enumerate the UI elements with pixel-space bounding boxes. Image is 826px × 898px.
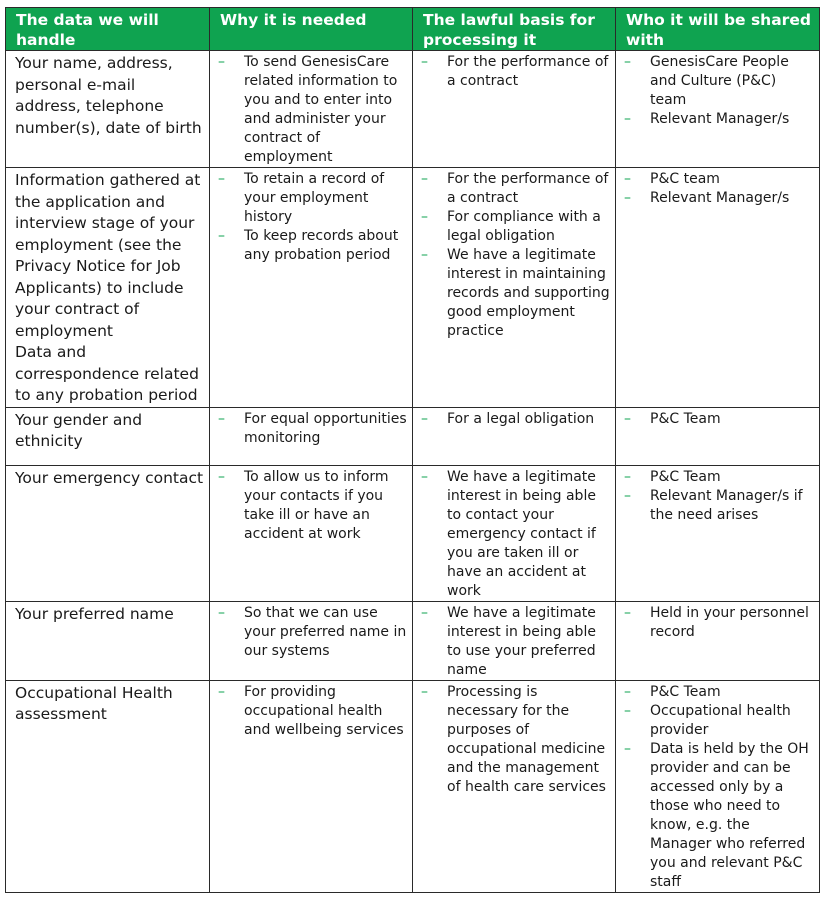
- shared-item: – Data is held by the OH provider and can be accessed only by a those who need to know, e.g. the Manager who referred you and relevant P&C staff: [624, 740, 815, 892]
- data-handling-table: [5, 7, 820, 893]
- basis-cell: [413, 168, 616, 408]
- data-text: Data and correspondence related to any probation period: [15, 343, 199, 404]
- shared-item: – Relevant Manager/s: [624, 110, 815, 129]
- basis-item: – We have a legitimate interest in being able to use your preferred name: [421, 604, 611, 680]
- header-lawful-basis: The lawful basis for processing it: [413, 8, 616, 51]
- table-row: [6, 168, 820, 408]
- basis-item: – We have a legitimate interest in being able to contact your emergency contact if you are taken ill or have an accident at work: [421, 468, 611, 601]
- table-row: [6, 407, 820, 465]
- table-row: [6, 51, 820, 168]
- shared-item: – Occupational health provider: [624, 702, 815, 740]
- why-item: – To allow us to inform your contacts if you take ill or have an accident at work: [218, 468, 408, 544]
- data-text: Your preferred name: [15, 604, 174, 623]
- why-item: – To keep records about any probation period: [218, 227, 408, 265]
- basis-cell: [413, 407, 616, 465]
- why-item: – For equal opportunities monitoring: [218, 410, 408, 448]
- shared-cell: [616, 407, 820, 465]
- why-cell: [210, 680, 413, 892]
- table-row: [6, 601, 820, 680]
- shared-cell: [616, 51, 820, 168]
- data-cell: [6, 680, 210, 892]
- header-shared-with: Who it will be shared with: [616, 8, 820, 51]
- why-item: – To retain a record of your employment history: [218, 170, 408, 227]
- table-body: [6, 51, 820, 893]
- basis-item: – Processing is necessary for the purposes of occupational medicine and the management of health care services: [421, 683, 611, 797]
- data-cell: [6, 168, 210, 408]
- shared-item: – Relevant Manager/s if the need arises: [624, 487, 815, 525]
- shared-cell: [616, 680, 820, 892]
- why-item: – For providing occupational health and wellbeing services: [218, 683, 408, 740]
- header-data-handled: The data we will handle: [6, 8, 210, 51]
- why-item: – To send GenesisCare related information to you and to enter into and administer your contract of employment: [218, 53, 408, 167]
- basis-cell: [413, 601, 616, 680]
- why-cell: [210, 51, 413, 168]
- why-item: – So that we can use your preferred name in our systems: [218, 604, 408, 661]
- table-row: [6, 680, 820, 892]
- why-cell: [210, 465, 413, 601]
- basis-item: – For the performance of a contract: [421, 53, 611, 91]
- shared-item: – P&C Team: [624, 410, 815, 429]
- basis-cell: [413, 680, 616, 892]
- why-cell: [210, 601, 413, 680]
- basis-item: – For compliance with a legal obligation: [421, 208, 611, 246]
- data-text: Information gathered at the application and interview stage of your employment (see the Privacy Notice for Job Applicants) to include your contract of employment: [15, 171, 201, 340]
- basis-item: – For a legal obligation: [421, 410, 611, 429]
- shared-item: – Held in your personnel record: [624, 604, 815, 642]
- data-cell: [6, 51, 210, 168]
- shared-cell: [616, 601, 820, 680]
- shared-item: – Relevant Manager/s: [624, 189, 815, 208]
- table-header: [6, 8, 820, 51]
- data-cell: [6, 465, 210, 601]
- shared-cell: [616, 465, 820, 601]
- why-cell: [210, 168, 413, 408]
- table-row: [6, 465, 820, 601]
- basis-item: – We have a legitimate interest in maintaining records and supporting good employment practice: [421, 246, 611, 341]
- basis-cell: [413, 465, 616, 601]
- why-cell: [210, 407, 413, 465]
- data-text: Your name, address, personal e-mail address, telephone number(s), date of birth: [15, 54, 202, 137]
- data-text: Your gender and ethnicity: [15, 410, 143, 450]
- data-cell: [6, 407, 210, 465]
- shared-item: – GenesisCare People and Culture (P&C) team: [624, 53, 815, 110]
- shared-cell: [616, 168, 820, 408]
- shared-item: – P&C team: [624, 170, 815, 189]
- shared-item: – P&C Team: [624, 468, 815, 487]
- data-text: Occupational Health assessment: [15, 683, 173, 723]
- basis-cell: [413, 51, 616, 168]
- data-cell: [6, 601, 210, 680]
- data-text: Your emergency contact: [15, 468, 204, 487]
- basis-item: – For the performance of a contract: [421, 170, 611, 208]
- header-why-needed: Why it is needed: [210, 8, 413, 51]
- shared-item: – P&C Team: [624, 683, 815, 702]
- header-row: [6, 8, 820, 51]
